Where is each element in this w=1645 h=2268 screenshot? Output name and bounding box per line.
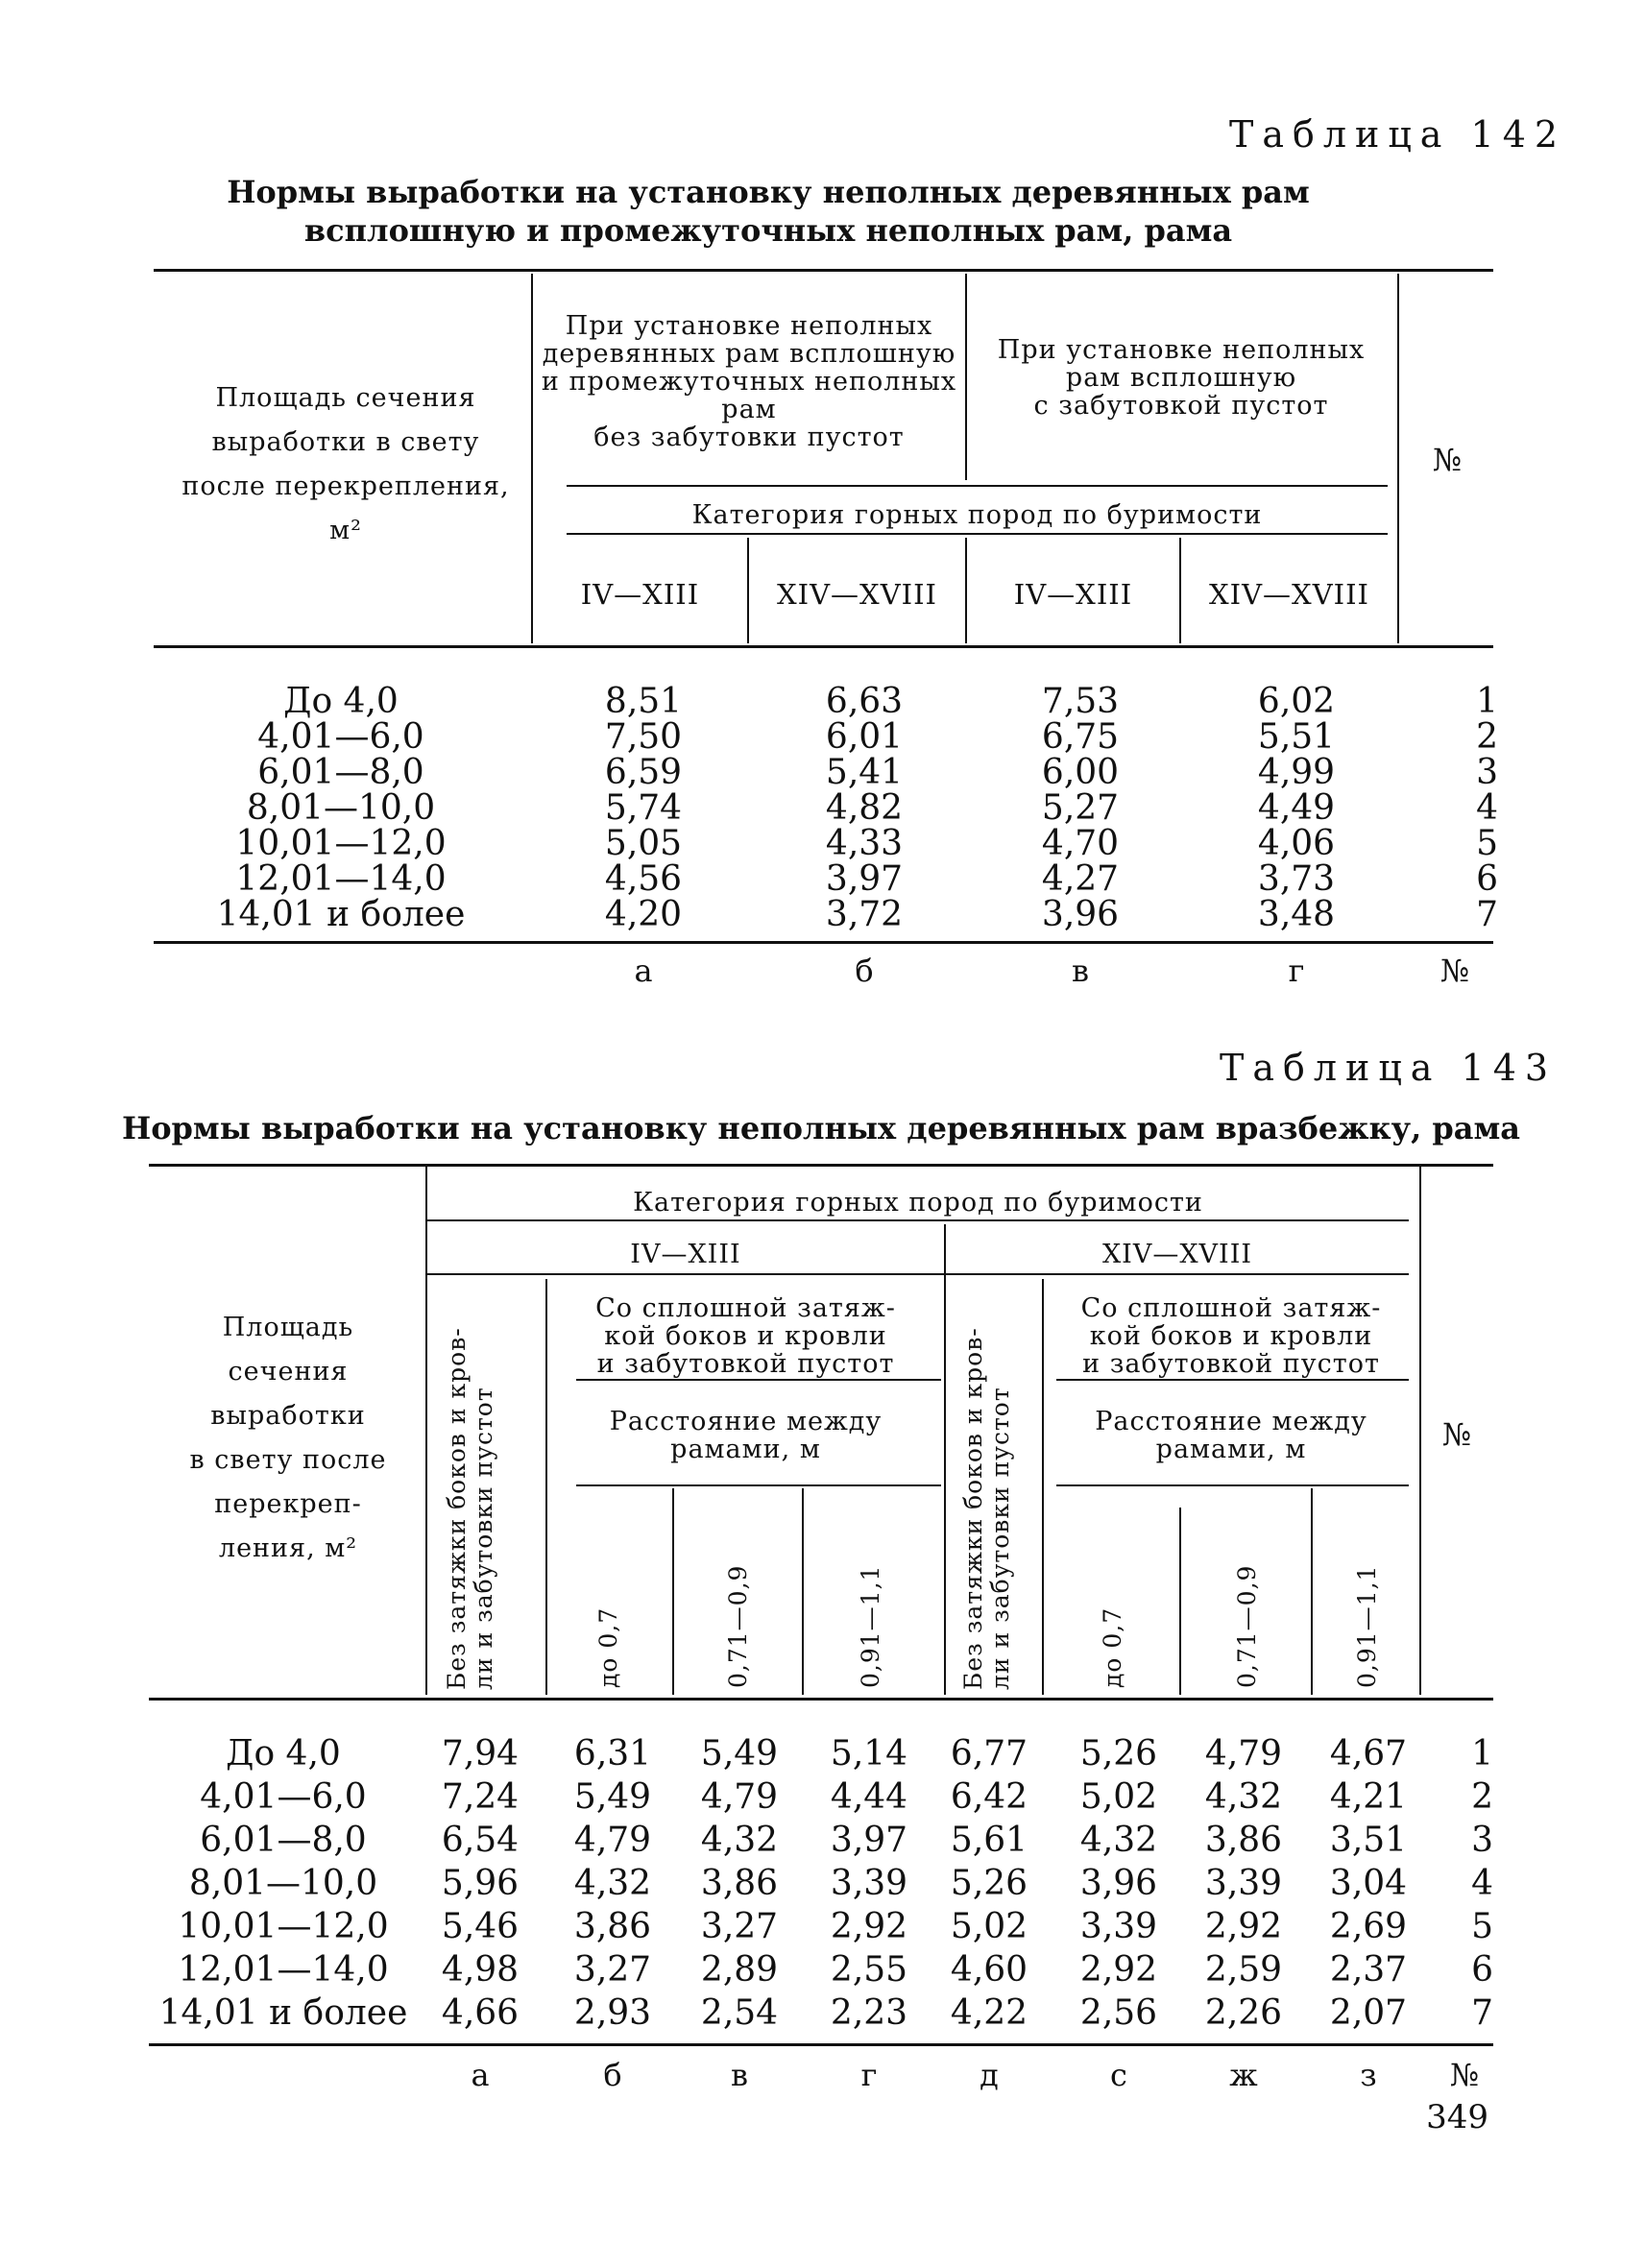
table-142-value-cell: 4,56 — [604, 859, 683, 899]
table-143-value-cell: 4,44 — [830, 1777, 908, 1817]
table-143-value-cell: 2,07 — [1329, 1993, 1408, 2033]
table-142-area-cell: 12,01—14,0 — [235, 859, 447, 899]
table-142-header-rule — [154, 645, 1493, 648]
table-142-row — [0, 755, 1645, 791]
table-142-category-header: Категория горных пород по буримости — [691, 500, 1263, 530]
table-143-row-header: Площадь сечения выработки в свету после перекреп- ления, м² — [189, 1313, 387, 1563]
table-142-footer-no: № — [1439, 953, 1470, 989]
table-143-label: Таблица 143 — [1220, 1047, 1558, 1089]
table-143-value-cell: 4,21 — [1329, 1777, 1408, 1817]
table-143-value-cell: 5,49 — [573, 1777, 652, 1817]
table-142-area-cell: 6,01—8,0 — [257, 753, 424, 792]
table-143-distance1-header: Расстояние между рамами, м — [609, 1407, 883, 1464]
table-143-value-cell: 2,59 — [1204, 1950, 1283, 1990]
table-143-value-cell: 4,32 — [700, 1821, 779, 1860]
table-143-row — [0, 1909, 1645, 1945]
table-143-row — [0, 1779, 1645, 1816]
table-143-value-cell: 4,79 — [1204, 1734, 1283, 1773]
table-143-no-cell: 7 — [1471, 1993, 1493, 2033]
table-143-no-cell: 3 — [1471, 1821, 1493, 1860]
table-143-value-cell: 4,22 — [950, 1993, 1028, 2033]
table-143-dist1-rule — [576, 1484, 941, 1486]
table-143-value-cell: 3,39 — [1204, 1864, 1283, 1903]
table-142-value-cell: 3,48 — [1257, 895, 1336, 934]
table-143-value-cell: 3,86 — [573, 1907, 652, 1946]
table-143-value-cell: 4,98 — [441, 1950, 520, 1990]
table-143-no-header: № — [1441, 1416, 1473, 1453]
table-143-value-cell: 2,92 — [1079, 1950, 1158, 1990]
table-143-value-cell: 2,23 — [830, 1993, 908, 2033]
table-143-category-header: Категория горных пород по буримости — [633, 1188, 1203, 1218]
table-142-value-cell: 6,01 — [825, 717, 904, 757]
table-142-no-cell: 2 — [1476, 717, 1498, 757]
table-142-area-cell: До 4,0 — [283, 682, 399, 721]
table-143-value-cell: 4,79 — [573, 1821, 652, 1860]
table-142-value-cell: 6,00 — [1041, 753, 1120, 792]
table-143-value-cell: 5,46 — [441, 1907, 520, 1946]
table-143-value-cell: 4,60 — [950, 1950, 1028, 1990]
table-143-area-cell: 14,01 и более — [158, 1993, 408, 2033]
table-143-value-cell: 7,24 — [441, 1777, 520, 1817]
table-143-value-cell: 3,04 — [1329, 1864, 1408, 1903]
table-143-no-cell: 5 — [1471, 1907, 1493, 1946]
table-142-subcol-3: IV—XIII — [1013, 578, 1133, 611]
table-143-no-cell: 2 — [1471, 1777, 1493, 1817]
table-142-value-cell: 4,20 — [604, 895, 683, 934]
table-143-footer-zh: ж — [1229, 2057, 1258, 2093]
table-142-value-cell: 3,97 — [825, 859, 904, 899]
table-142-no-cell: 1 — [1476, 682, 1498, 721]
table-142-group-rule — [567, 485, 1388, 487]
table-143-footer-no: № — [1449, 2057, 1480, 2093]
table-143-value-cell: 3,96 — [1079, 1864, 1158, 1903]
table-143-vline-d — [802, 1488, 804, 1695]
table-143-value-cell: 5,49 — [700, 1734, 779, 1773]
table-142-row-header: Площадь сечения выработки в свету после перекрепления, м² — [181, 383, 510, 545]
table-142-value-cell: 4,82 — [825, 788, 904, 828]
table-143-value-cell: 2,92 — [830, 1907, 908, 1946]
table-143-footer-a: а — [471, 2057, 490, 2093]
table-143-dist2-rule — [1056, 1484, 1409, 1486]
table-143-value-cell: 4,32 — [573, 1864, 652, 1903]
table-143-distance2-header: Расстояние между рамами, м — [1095, 1407, 1367, 1464]
table-142-subcol-4: XIV—XVIII — [1209, 578, 1369, 611]
table-142-value-cell: 5,41 — [825, 753, 904, 792]
table-143-value-cell: 2,54 — [700, 1993, 779, 2033]
table-143-value-cell: 3,86 — [1204, 1821, 1283, 1860]
table-143-value-cell: 3,27 — [573, 1950, 652, 1990]
table-142-no-header: № — [1432, 442, 1464, 478]
table-142-vline-5 — [1397, 274, 1399, 643]
table-143-value-cell: 2,93 — [573, 1993, 652, 2033]
table-143-footer-b: б — [603, 2057, 622, 2093]
table-142-row — [0, 826, 1645, 862]
table-143-footer — [0, 2057, 1645, 2093]
table-142-no-cell: 4 — [1476, 788, 1498, 828]
table-142-area-cell: 8,01—10,0 — [246, 788, 436, 828]
table-143-dist-1b: 0,71—0,9 — [724, 1564, 752, 1688]
table-143-value-cell: 6,77 — [950, 1734, 1028, 1773]
table-142-footer-v: в — [1071, 953, 1089, 989]
table-143-value-cell: 3,39 — [830, 1864, 908, 1903]
table-142-row — [0, 684, 1645, 720]
table-143-row — [0, 1736, 1645, 1773]
table-142-row — [0, 719, 1645, 756]
table-142-no-cell: 5 — [1476, 824, 1498, 863]
page-number: 349 — [1426, 2098, 1488, 2136]
table-143-row — [0, 1952, 1645, 1989]
table-143-value-cell: 7,94 — [441, 1734, 520, 1773]
table-142-value-cell: 5,74 — [604, 788, 683, 828]
table-143-cat-rule — [427, 1273, 1409, 1275]
table-143-value-cell: 2,55 — [830, 1950, 908, 1990]
table-143-area-cell: До 4,0 — [226, 1734, 341, 1773]
table-143-value-cell: 4,67 — [1329, 1734, 1408, 1773]
table-142-area-cell: 4,01—6,0 — [257, 717, 424, 757]
table-142-value-cell: 6,63 — [825, 682, 904, 721]
table-143-value-cell: 2,92 — [1204, 1907, 1283, 1946]
table-143-value-cell: 2,69 — [1329, 1907, 1408, 1946]
table-143-with1-rule — [576, 1379, 941, 1381]
table-143-no-cell: 1 — [1471, 1734, 1493, 1773]
table-142-value-cell: 3,73 — [1257, 859, 1336, 899]
table-143-value-cell: 3,86 — [700, 1864, 779, 1903]
table-142-value-cell: 3,96 — [1041, 895, 1120, 934]
table-143-area-cell: 8,01—10,0 — [188, 1864, 378, 1903]
table-143-cat2-header: XIV—XVIII — [1101, 1240, 1253, 1269]
table-142-row — [0, 861, 1645, 898]
table-142-vline-2 — [965, 274, 967, 480]
table-143-with2-header: Со сплошной затяж- кой боков и кровли и забутовкой пустот — [1080, 1293, 1382, 1379]
table-143-value-cell: 4,66 — [441, 1993, 520, 2033]
table-142-value-cell: 4,27 — [1041, 859, 1120, 899]
table-142-value-cell: 3,72 — [825, 895, 904, 934]
table-142-title-line2: всплошную и промежуточных неполных рам, рама — [303, 212, 1233, 249]
table-143-vline-g — [1179, 1508, 1181, 1695]
table-143-row — [0, 1822, 1645, 1859]
table-143-value-cell: 2,89 — [700, 1950, 779, 1990]
table-142-value-cell: 5,27 — [1041, 788, 1120, 828]
table-143-cat1-header: IV—XIII — [630, 1240, 741, 1269]
table-143-value-cell: 5,02 — [950, 1907, 1028, 1946]
table-142-area-cell: 14,01 и более — [216, 895, 466, 934]
table-143-footer-g: г — [860, 2057, 878, 2093]
table-143-value-cell: 2,26 — [1204, 1993, 1283, 2033]
table-143-value-cell: 4,32 — [1079, 1821, 1158, 1860]
table-142-row — [0, 790, 1645, 827]
table-143-value-cell: 5,61 — [950, 1821, 1028, 1860]
table-143-value-cell: 3,97 — [830, 1821, 908, 1860]
table-142-group1-header: При установке неполных деревянных рам всплошную и промежуточных неполных рам без забутовки пустот — [541, 311, 957, 452]
table-143-dist-2c: 0,91—1,1 — [1353, 1564, 1381, 1688]
table-143-dist-1a: до 0,7 — [594, 1606, 622, 1688]
table-142-value-cell: 8,51 — [604, 682, 683, 721]
table-143-with2-rule — [1056, 1379, 1409, 1381]
table-143-value-cell: 5,96 — [441, 1864, 520, 1903]
table-142-top-rule — [154, 269, 1493, 272]
table-143-top-rule — [149, 1164, 1493, 1167]
table-143-area-cell: 12,01—14,0 — [178, 1950, 389, 1990]
table-143-value-cell: 2,56 — [1079, 1993, 1158, 2033]
table-142-footer-g: г — [1288, 953, 1305, 989]
table-143-vline-c — [672, 1488, 674, 1695]
table-143-footer-z: з — [1360, 2057, 1377, 2093]
table-143-vline-e — [944, 1224, 946, 1695]
table-143-without2-header: Без затяжки боков и кров- ли и забутовки пустот — [959, 1327, 1014, 1690]
table-143-footer-d: д — [980, 2057, 999, 2093]
table-142-footer-b: б — [855, 953, 874, 989]
table-142-value-cell: 4,99 — [1257, 753, 1336, 792]
table-143-dist-2a: до 0,7 — [1099, 1606, 1126, 1688]
table-143-footer-s: с — [1110, 2057, 1127, 2093]
table-143-no-cell: 6 — [1471, 1950, 1493, 1990]
table-143-value-cell: 3,51 — [1329, 1821, 1408, 1860]
table-143-footer-v: в — [730, 2057, 748, 2093]
table-143-without1-header: Без затяжки боков и кров- ли и забутовки пустот — [443, 1327, 497, 1690]
table-143-value-cell: 5,26 — [1079, 1734, 1158, 1773]
table-142-bottom-rule — [154, 941, 1493, 944]
table-142-row — [0, 897, 1645, 933]
table-142-value-cell: 6,75 — [1041, 717, 1120, 757]
table-143-with1-header: Со сплошной затяж- кой боков и кровли и забутовкой пустот — [595, 1293, 896, 1379]
table-142-value-cell: 4,70 — [1041, 824, 1120, 863]
table-142-value-cell: 5,51 — [1257, 717, 1336, 757]
table-143-value-cell: 3,27 — [700, 1907, 779, 1946]
table-143-bottom-rule — [149, 2043, 1493, 2046]
table-143-value-cell: 3,39 — [1079, 1907, 1158, 1946]
table-142-value-cell: 4,06 — [1257, 824, 1336, 863]
table-143-no-cell: 4 — [1471, 1864, 1493, 1903]
table-143-value-cell: 5,02 — [1079, 1777, 1158, 1817]
table-143-area-cell: 10,01—12,0 — [178, 1907, 389, 1946]
table-143-category-rule — [427, 1219, 1409, 1221]
table-143-row — [0, 1866, 1645, 1902]
table-143-value-cell: 5,26 — [950, 1864, 1028, 1903]
table-142-no-cell: 3 — [1476, 753, 1498, 792]
table-143-value-cell: 5,14 — [830, 1734, 908, 1773]
table-142-value-cell: 6,02 — [1257, 682, 1336, 721]
table-143-header-rule — [149, 1698, 1493, 1701]
table-143-value-cell: 6,31 — [573, 1734, 652, 1773]
table-143-value-cell: 4,79 — [700, 1777, 779, 1817]
table-142-footer — [0, 953, 1645, 989]
table-143-value-cell: 4,32 — [1204, 1777, 1283, 1817]
table-142-value-cell: 7,53 — [1041, 682, 1120, 721]
table-143-dist-2b: 0,71—0,9 — [1233, 1564, 1261, 1688]
table-142-value-cell: 5,05 — [604, 824, 683, 863]
table-143-area-cell: 6,01—8,0 — [200, 1821, 367, 1860]
table-142-value-cell: 4,49 — [1257, 788, 1336, 828]
table-142-no-cell: 7 — [1476, 895, 1498, 934]
table-142-label: Таблица 142 — [1229, 113, 1567, 156]
table-143-value-cell: 6,54 — [441, 1821, 520, 1860]
table-143-vline-h — [1311, 1488, 1313, 1695]
table-142-footer-a: а — [634, 953, 653, 989]
table-142-value-cell: 4,33 — [825, 824, 904, 863]
table-142-value-cell: 7,50 — [604, 717, 683, 757]
table-142-value-cell: 6,59 — [604, 753, 683, 792]
table-143-value-cell: 2,37 — [1329, 1950, 1408, 1990]
table-142-subcol-2: XIV—XVIII — [777, 578, 937, 611]
table-143-dist-1c: 0,91—1,1 — [857, 1564, 884, 1688]
table-142-no-cell: 6 — [1476, 859, 1498, 899]
table-142-area-cell: 10,01—12,0 — [235, 824, 447, 863]
table-143-value-cell: 6,42 — [950, 1777, 1028, 1817]
table-142-group2-header: При установке неполных рам всплошную с забутовкой пустот — [997, 335, 1366, 421]
table-143-title: Нормы выработки на установку неполных деревянных рам вразбежку, рама — [121, 1110, 1521, 1146]
table-143-area-cell: 4,01—6,0 — [200, 1777, 367, 1817]
table-142-title-line1: Нормы выработки на установку неполных деревянных рам — [227, 174, 1310, 210]
table-143-row — [0, 1995, 1645, 2032]
table-142-category-rule — [567, 533, 1388, 535]
table-142-subcol-1: IV—XIII — [580, 578, 700, 611]
